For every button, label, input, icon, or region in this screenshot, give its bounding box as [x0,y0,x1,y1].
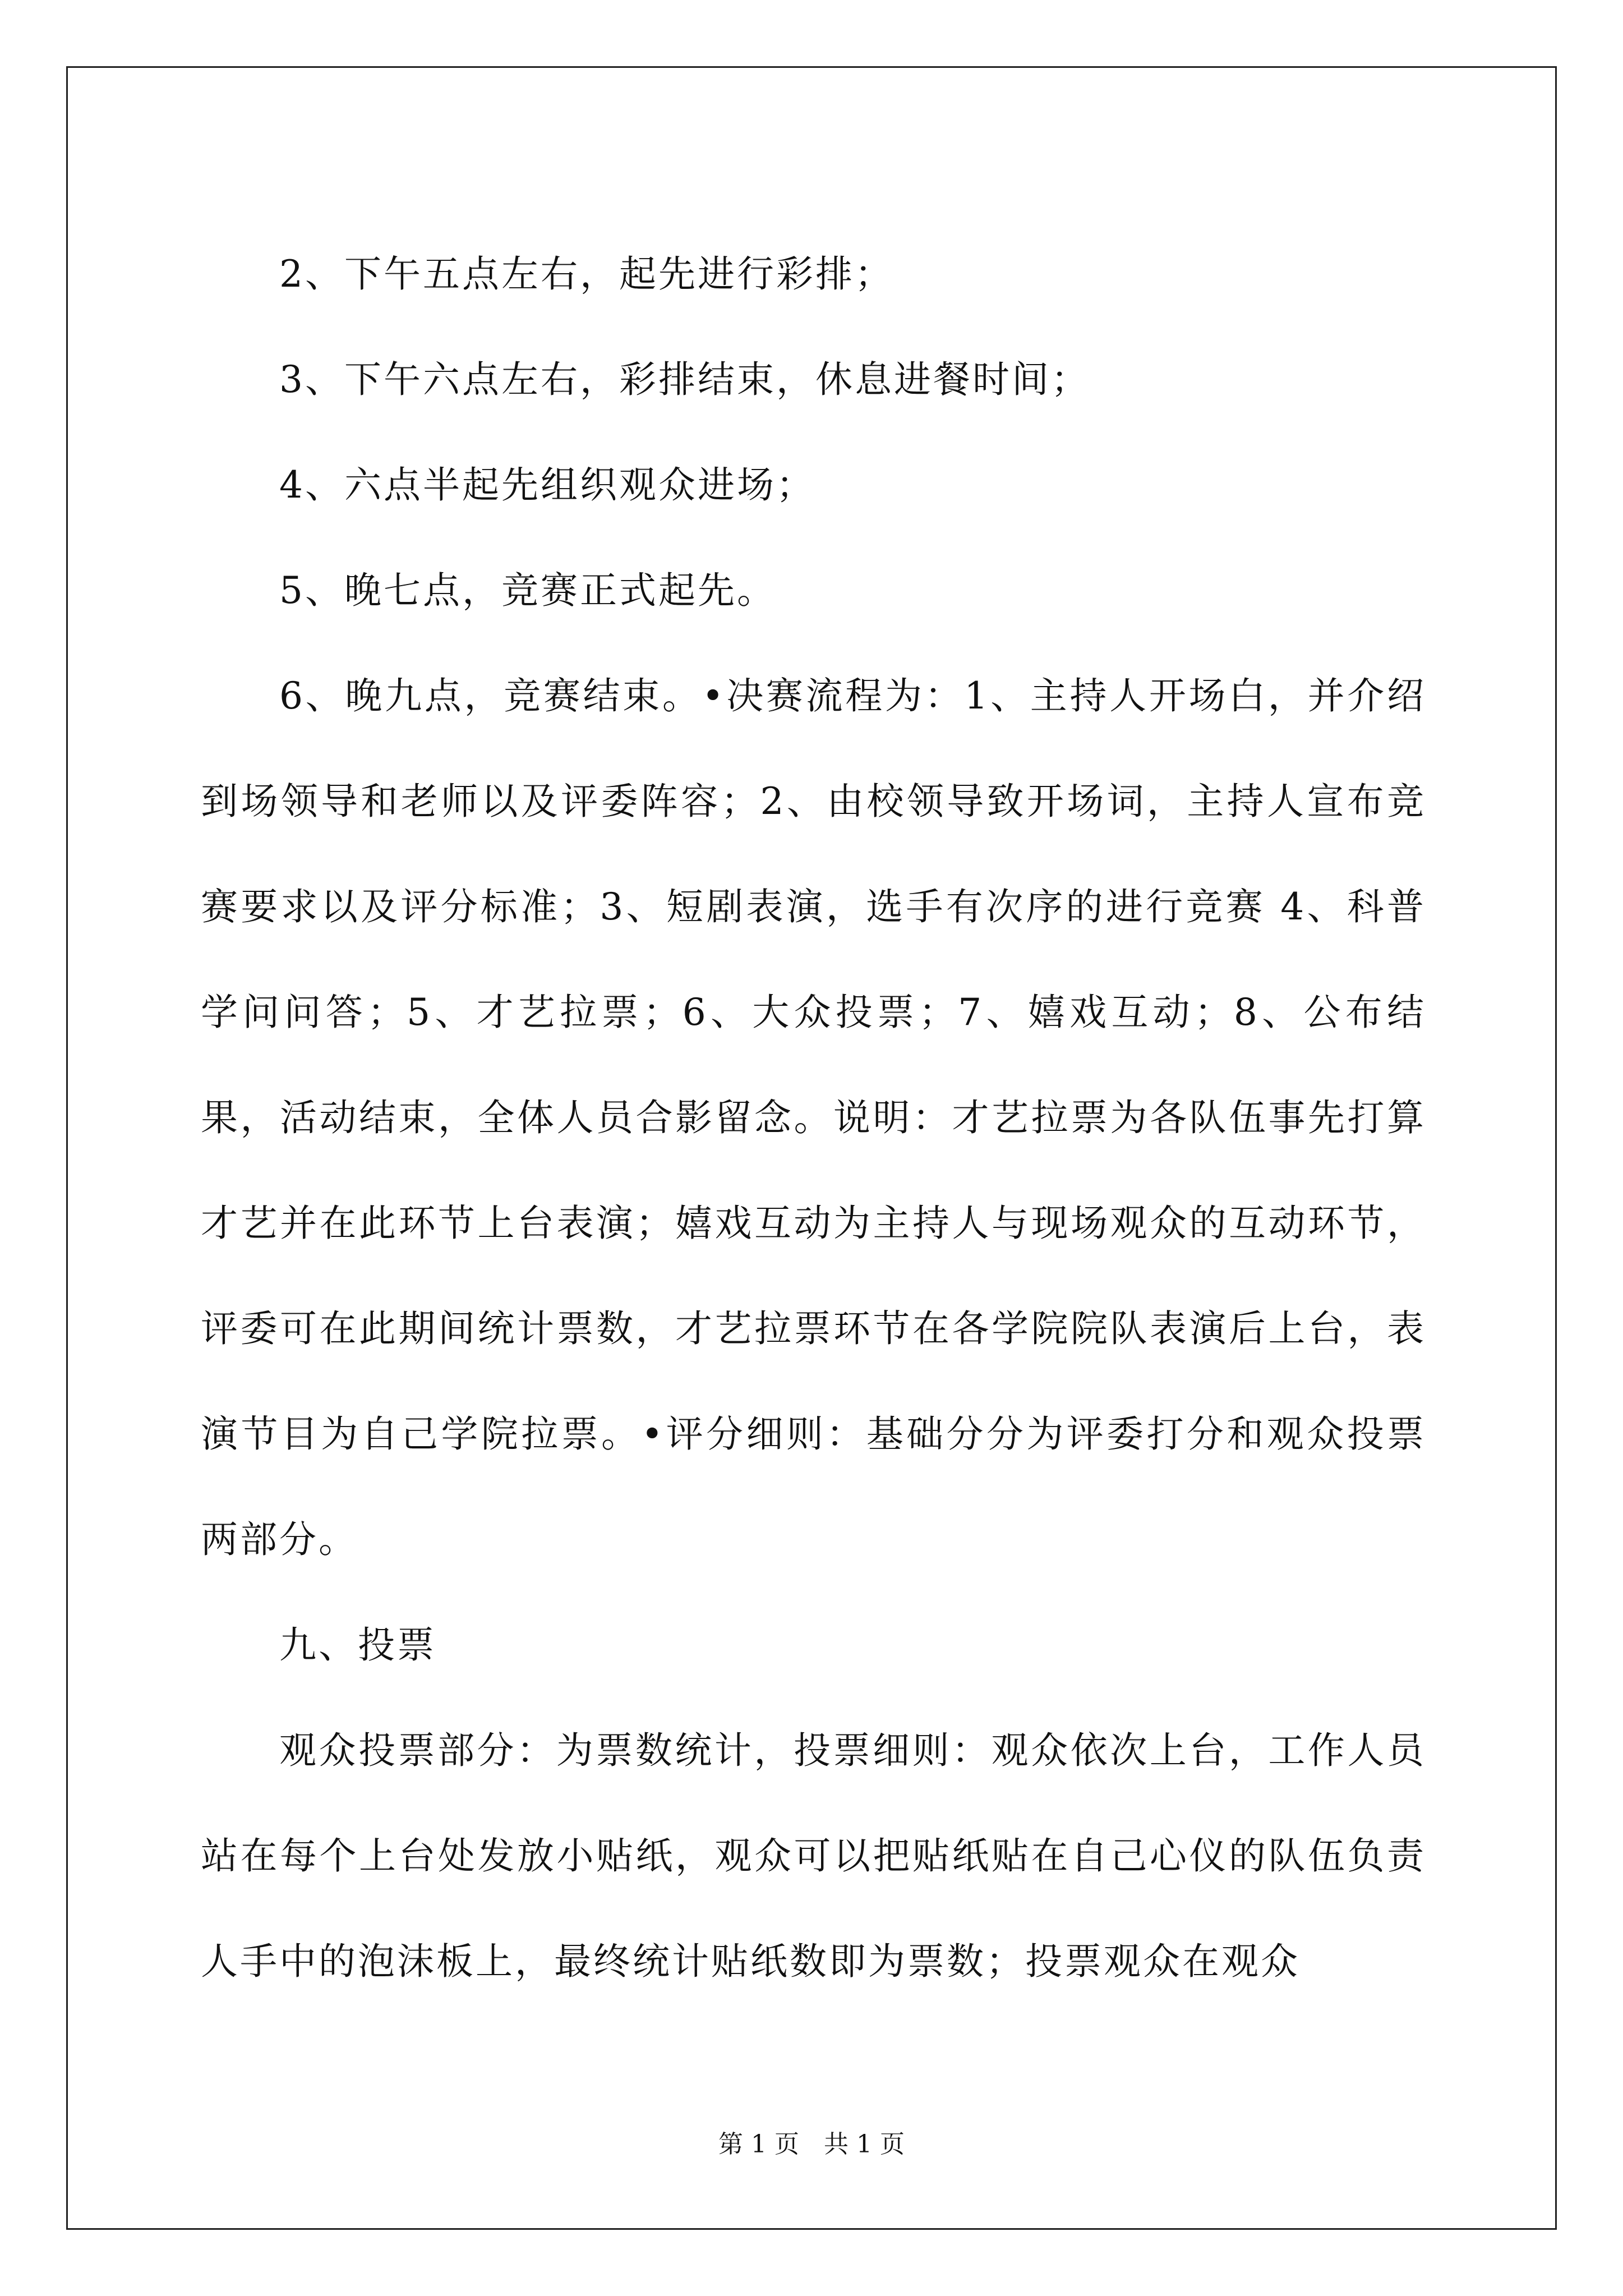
paragraph-audience-entry: 4、六点半起先组织观众进场； [279,463,815,507]
document-body [201,222,1426,2014]
paragraph-rehearsal-end: 3、下午六点左右，彩排结束，休息进餐时间； [279,358,1090,401]
paragraph-rehearsal-start: 2、下午五点左右，起先进行彩排； [279,252,894,296]
section-heading-voting: 九、投票 [279,1623,436,1667]
paragraph-competition-start: 5、晚七点，竞赛正式起先。 [279,569,776,612]
page-number-footer: 第 1 页 共 1 页 [718,2130,905,2159]
paragraph-voting-rules: 观众投票部分：为票数统计，投票细则：观众依次上台，工作人员站在每个上台处发放小贴纸，观众可以把贴纸贴在自己心仪的队伍负责人手中的泡沫板上，最终统计贴纸数即为票数；投票观众在观众 [201,1729,1426,1983]
paragraph-final-process: 6、晚九点，竞赛结束。•决赛流程为：1、主持人开场白，并介绍到场领导和老师以及评委阵容；2、由校领导致开场词，主持人宣布竞赛要求以及评分标准；3、短剧表演，选手有次序的进行竞赛 4、科普学问问答；5、才艺拉票；6、大众投票；7、嬉戏互动；8、公布结果，活动结束，全体人员合影留念。说明：才艺拉票为各队伍事先打算才艺并在此环节上台表演；嬉戏互动为主持人与现场观众的互动环节，评委可在此期间统计票数，才艺拉票环节在各学院院队表演后上台，表演节目为自己学院拉票。•评分细则：基础分分为评委打分和观众投票两部分。 [201,674,1426,1561]
